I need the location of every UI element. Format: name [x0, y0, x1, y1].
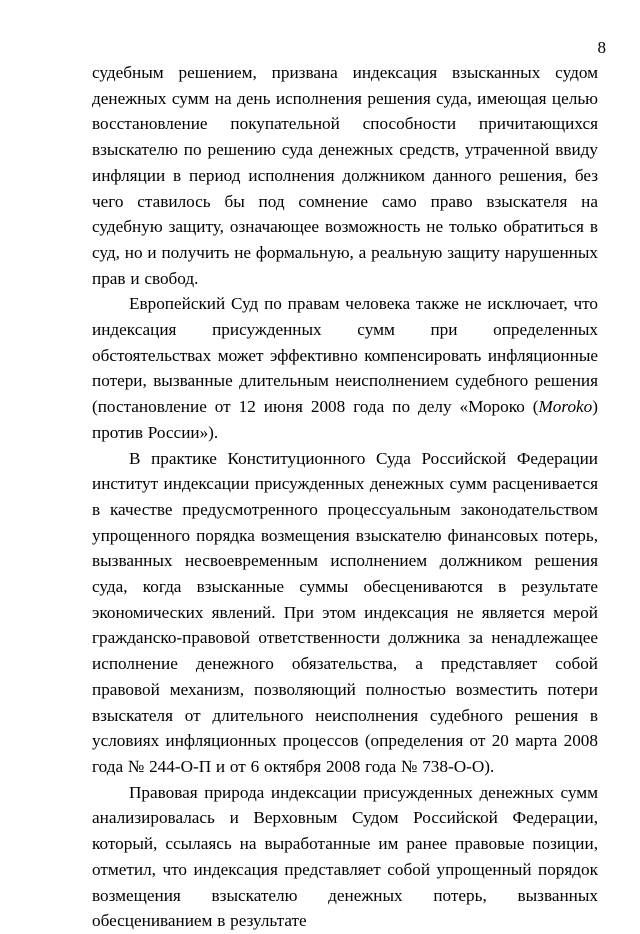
paragraph-supreme-court: Правовая природа индексации присужденных денежных сумм анализировалась и Верховным Судом Российской Федерации, который, ссылаясь на выработанные им ранее правовые позиции, отметил, что индексация представляет собой упрощенный порядок возмещения взыскателю денежных потерь, вызванных обесцениванием в результате: [92, 782, 598, 931]
case-name-latin: Moroko: [538, 397, 593, 417]
document-body: [92, 60, 598, 934]
paragraph-echr-text: Европейский Суд по правам человека также не исключает, что индексация присужденных сумм при определенных обстоятельствах может эффективно компенсировать инфляционные потери, вызванные длительным неисполнением судебного решения (постановление от 12 июня 2008 года по делу «Мороко (: [92, 294, 598, 417]
paragraph-continuation: судебным решением, призвана индексация взысканных судом денежных сумм на день исполнения решения суда, имеющая целью восстановление покупательной способности причитающихся взыскателю по решению суда денежных средств, утраченной ввиду инфляции в период исполнения должником данного решения, без чего ставилось бы под сомнение само право взыскателя на судебную защиту, означающее возможность не только обратиться в суд, но и получить не формальную, а реальную защиту нарушенных прав и свобод.: [92, 63, 598, 288]
page-number: 8: [597, 38, 606, 57]
paragraph-echr-end: ) против России»).: [92, 397, 598, 442]
paragraph-constitutional-court: В практике Конституционного Суда Российской Федерации институт индексации присужденных денежных сумм расценивается в качестве предусмотренного процессуальным законодательством упрощенного порядка возмещения взыскателю финансовых потерь, вызванных несвоевременным исполнением должником решения суда, когда взысканные суммы обесцениваются в результате экономических явлений. При этом индексация не является мерой гражданско-правовой ответственности должника за ненадлежащее исполнение денежного обязательства, а представляет собой правовой механизм, позволяющий полностью возместить потери взыскателя от длительного неисполнения судебного решения в условиях инфляционных процессов (определения от 20 марта 2008 года № 244-О-П и от 6 октября 2008 года № 738-О-О).: [92, 448, 598, 776]
paragraph-echr: [92, 291, 598, 445]
